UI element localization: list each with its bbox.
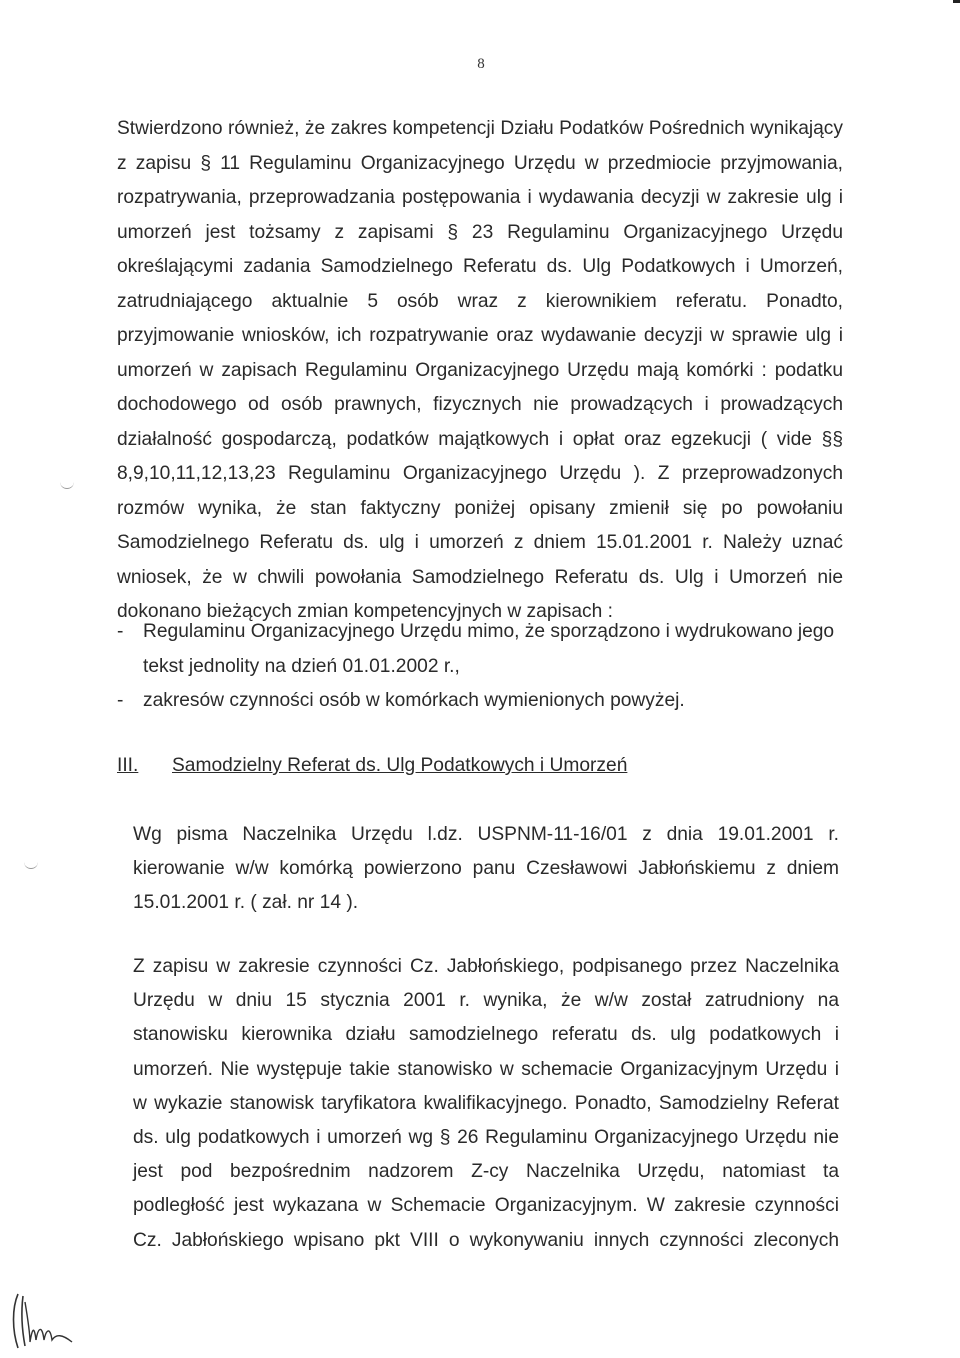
text-line: określającymi zadania Samodzielnego Referatu ds. Ulg Podatkowych i Umorzeń, (117, 256, 843, 277)
bullet-text (143, 615, 843, 684)
text-line: 15.01.2001 r. ( zał. nr 14 ). (133, 892, 359, 913)
bullet-text (143, 684, 843, 719)
text-line: z zapisu § 11 Regulaminu Organizacyjnego Urzędu w przedmiocie przyjmowania, (117, 152, 843, 174)
text-line: przyjmowanie wniosków, ich rozpatrywanie oraz wydawanie decyzji w sprawie ulg i (117, 325, 843, 346)
text-line: umorzeń. Nie występuje takie stanowisko w schemacie Organizacyjnym Urzędu i (133, 1058, 839, 1080)
margin-mark (60, 478, 74, 489)
section-heading (117, 749, 627, 783)
text-line: Regulaminu Organizacyjnego Urzędu mimo, że sporządzono i wydrukowano jego (143, 621, 835, 642)
text-line: umorzeń w zapisach Regulaminu Organizacyjnego Urzędu mają komórki : podatku (117, 359, 843, 381)
text-line: Wg pisma Naczelnika Urzędu l.dz. USPNM-11-16/01 z dnia 19.01.2001 r. (133, 824, 839, 845)
page-number: 8 (477, 56, 485, 72)
section-title: Samodzielny Referat ds. Ulg Podatkowych i Umorzeń (172, 755, 628, 776)
text-line: w wykazie stanowisk taryfikatora kwalifikacyjnego. Ponadto, Samodzielny Referat (133, 1092, 839, 1114)
paragraph-competences (117, 112, 843, 630)
corner-mark (953, 0, 960, 3)
text-line: zakresów czynności osób w komórkach wymienionych powyżej. (143, 690, 685, 711)
text-line: wniosek, że w chwili powołania Samodzielnego Referatu ds. Ulg i Umorzeń nie (117, 566, 843, 588)
paragraph-duties (133, 950, 839, 1258)
text-line: kierowanie w/w komórką powierzono panu Czesławowi Jabłońskiemu z dniem (133, 858, 839, 879)
text-line: podległość jest wykazana w Schemacie Organizacyjnym. W zakresie czynności (133, 1195, 839, 1217)
text-line: Stwierdzono również, że zakres kompetencji Działu Podatków Pośrednich wynikający (117, 118, 843, 139)
margin-mark (24, 858, 38, 869)
text-line: tekst jednolity na dzień 01.01.2002 r., (143, 655, 460, 677)
text-line: Samodzielnego Referatu ds. ulg i umorzeń z dniem 15.01.2001 r. Należy uznać (117, 532, 843, 553)
text-line: rozpatrywania, przeprowadzania postępowania i wydawania decyzji w zakresie ulg i (117, 187, 843, 208)
section-number: III. (117, 755, 139, 776)
handwritten-initials (8, 1290, 76, 1350)
paragraph-appointment (133, 818, 839, 920)
text-line: zatrudniającego aktualnie 5 osób wraz z kierownikiem referatu. Ponadto, (117, 290, 843, 312)
bullet-marker: - (117, 621, 124, 642)
text-line: dochodowego od osób prawnych, fizycznych nie prowadzących i prowadzących (117, 394, 843, 415)
text-line: stanowisku kierownika działu samodzielnego referatu ds. ulg podatkowych i (133, 1024, 839, 1046)
text-line: Cz. Jabłońskiego wpisano pkt VIII o wykonywaniu innych czynności zleconych (133, 1229, 839, 1251)
text-line: Z zapisu w zakresie czynności Cz. Jabłońskiego, podpisanego przez Naczelnika (133, 956, 839, 977)
text-line: jest pod bezpośrednim nadzorem Z-cy Naczelnika Urzędu, natomiast ta (133, 1161, 839, 1183)
text-line: dokonano bieżących zmian kompetencyjnych w zapisach : (117, 601, 613, 622)
text-line: ds. ulg podatkowych i umorzeń wg § 26 Regulaminu Organizacyjnego Urzędu nie (133, 1127, 839, 1149)
bullet-marker: - (117, 690, 124, 711)
text-line: Urzędu w dniu 15 stycznia 2001 r. wynika, że w/w został zatrudniony na (133, 990, 839, 1012)
text-line: 8,9,10,11,12,13,23 Regulaminu Organizacyjnego Urzędu ). Z przeprowadzonych (117, 463, 843, 484)
text-line: działalność gospodarczą, podatków majątkowych i opłat oraz egzekucji ( vide §§ (117, 428, 843, 450)
text-line: umorzeń jest tożsamy z zapisami § 23 Regulaminu Organizacyjnego Urzędu (117, 221, 843, 243)
text-line: rozmów wynika, że stan faktyczny poniżej opisany zmienił się po powołaniu (117, 497, 843, 519)
